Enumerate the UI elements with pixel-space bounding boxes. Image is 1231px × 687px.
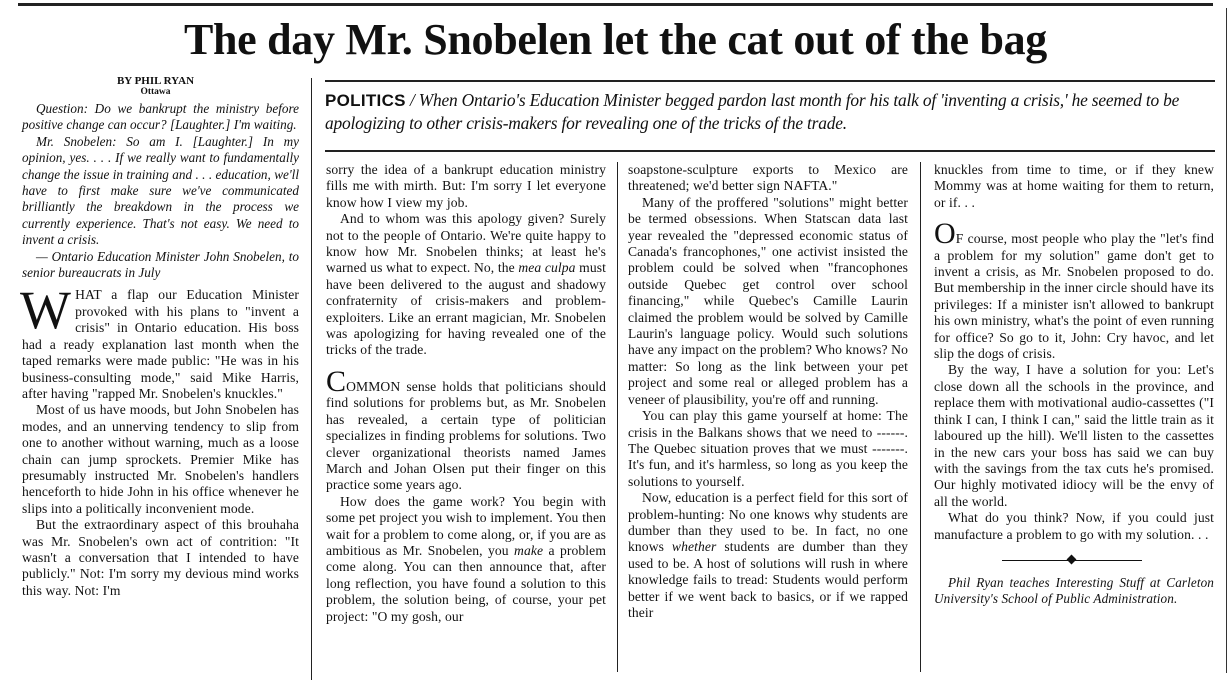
epigraph-answer: Mr. Snobelen: So am I. [Laughter.] In my opinion, yes. . . . If we really want to fundamentally change the issue in training and . . . education, we'll have to first make sure we've communicated brilliantly the breakdown in the process we currently experience. That's not easy. We need to invent a crisis. bbox=[22, 133, 299, 248]
paragraph: How does the game work? You begin with some pet project you wish to implement. You then wait for a problem to come along, or, if you are as ambitious as Mr. Snobelen, you make a problem come along. You can then announce that, after long reflection, you have found a solution to this problem, the solution being, of course, your pet project: "O my gosh, our bbox=[326, 493, 606, 624]
paragraph: OF course, most people who play the "let's find a problem for my solution" game don't get to invent a crisis, as Mr. Snobelen proposed to do. But membership in the inner circle should have its privileges: If a minister isn't allowed to bankrupt his own ministry, what's the point of even running for office? So go to it, John: Cry havoc, and let slip the dogs of crisis. bbox=[934, 217, 1214, 362]
paragraph: Now, education is a perfect field for this sort of problem-hunting: No one knows why students are dumber than they used to be. In fact, no one knows whether students are dumber than they used to be. A host of solutions will rush in where knowledge fails to tread: Students would perform better if we went back to basics, or if we rapped their bbox=[628, 490, 908, 620]
paragraph: You can play this game yourself at home: The crisis in the Balkans shows that we need to ------. The Quebec situation proves that we must -------. It's fun, and it's harmless, so long as you keep the solutions to yourself. bbox=[628, 408, 908, 489]
paragraph: soapstone-sculpture exports to Mexico are threatened; we'd better sign NAFTA." bbox=[628, 162, 908, 194]
paragraph: Many of the proffered "solutions" might better be termed obsessions. When Statscan data last year revealed the "depressed economic status of Canada's francophones," one activist insisted the problem could be solved when "francophones outside Quebec get control over school financing," while Quebec's Camille Laurin claimed the problem would be solved by Camille Laurin's language policy. Would such solutions have any impact on the problem? Who knows? No matter: So long as the link between your pet project and some real or alleged problem has a veneer of plausibility, you're off and running. bbox=[628, 194, 908, 407]
headline: The day Mr. Snobelen let the cat out of the bag bbox=[183, 15, 1048, 64]
column-rule bbox=[311, 78, 312, 680]
deck-bottom-rule bbox=[325, 150, 1215, 152]
top-rule bbox=[18, 3, 1213, 6]
paragraph: By the way, I have a solution for you: Let's close down all the schools in the province, and replace them with motivational audio-cassettes ("I think I can, I think I can," said the little train as it laboured up the hill). We'll listen to the cassettes in the new cars your boss has said we can buy with the savings from the tax cuts he's promised. Our highly motivated idiocy will be the envy of all the world. bbox=[934, 362, 1214, 509]
drop-cap: O bbox=[934, 217, 956, 251]
emphasis: mea culpa bbox=[518, 260, 576, 276]
epigraph-question: Question: Do we bankrupt the ministry before positive change can occur? [Laughter.] I'm waiting. bbox=[22, 101, 299, 133]
paragraph-text: HAT a flap our Education Minister provoked with his plans to "invent a crisis" in Ontario education. His boss had a ready explanation last month when the taped remarks were made public: "He was in his business-consulting mode," said Mike Harris, after having "rapped Mr. Snobelen's knuckles." bbox=[22, 287, 299, 401]
dateline: Ottawa bbox=[140, 87, 171, 97]
paragraph: But the extraordinary aspect of this brouhaha was Mr. Snobelen's own act of contrition: "It wasn't a conversation that I intended to have publicly." Not: I'm sorry my devious mind works this way. Not: I'm bbox=[22, 517, 299, 598]
section-kicker: POLITICS bbox=[325, 91, 406, 110]
epigraph bbox=[22, 101, 299, 249]
paragraph: And to whom was this apology given? Surely not to the people of Ontario. We're quite happy to know how Mr. Snobelen thinks; at least he's warned us what to expect. No, the mea culpa must have been delivered to the august and shadowy confraternity of crisis-makers and problem-exploiters. Like an errant magician, Mr. Snobelen was apologizing for having revealed one of the tricks of the trade. bbox=[326, 211, 606, 358]
drop-cap: W bbox=[20, 280, 72, 341]
epigraph-attribution: — Ontario Education Minister John Snobelen, to senior bureaucrats in July bbox=[22, 248, 299, 281]
right-border-rule bbox=[1226, 8, 1227, 673]
column-1-body bbox=[20, 280, 299, 599]
diamond-icon bbox=[1067, 554, 1077, 564]
paragraph: knuckles from time to time, or if they knew Mommy was at home waiting for them to return, or if. . . bbox=[934, 162, 1214, 210]
paragraph: What do you think? Now, if you could just manufacture a problem to go with my solution. . . bbox=[934, 510, 1214, 542]
author-tagline: Phil Ryan teaches Interesting Stuff at Carleton University's School of Public Administration. bbox=[934, 574, 1214, 606]
left-column bbox=[22, 76, 299, 599]
drop-cap: C bbox=[326, 364, 347, 398]
column-4 bbox=[934, 162, 1214, 607]
paragraph: sorry the idea of a bankrupt education ministry fills me with mirth. But: I'm sorry I let everyone know how I view my job. bbox=[326, 162, 606, 210]
paragraph bbox=[20, 280, 299, 402]
deck bbox=[325, 82, 1215, 135]
column-rule bbox=[617, 162, 618, 672]
paragraph: COMMON sense holds that politicians should find solutions for problems but, as Mr. Snobelen has revealed, a certain type of politician specializes in finding problems for solutions. Two clever organizational theorists named James March and Johan Olsen put their finger on this practice some years ago. bbox=[326, 364, 606, 493]
paragraph: Most of us have moods, but John Snobelen has modes, and an unnerving tendency to slip from one to another without warning, much as a loose chain can jump sprockets. Premier Mike has presumably instructed Mr. Snobelen's handlers henceforth to hide John in his office whenever he slips into a politically inconvenient mode. bbox=[22, 402, 299, 516]
deck-text: When Ontario's Education Minister begged pardon last month for his talk of 'inventing a crisis,' he seemed to be apologizing to other crisis-makers for revealing one of the tricks of the trade. bbox=[325, 90, 1180, 133]
byline: BY PHIL RYAN bbox=[116, 75, 195, 87]
emphasis: whether bbox=[671, 539, 717, 555]
column-rule bbox=[920, 162, 921, 672]
emphasis: make bbox=[514, 542, 544, 558]
end-ornament bbox=[934, 553, 1214, 569]
deck-separator: / bbox=[405, 90, 419, 110]
column-3 bbox=[628, 162, 908, 621]
column-2 bbox=[326, 162, 606, 625]
